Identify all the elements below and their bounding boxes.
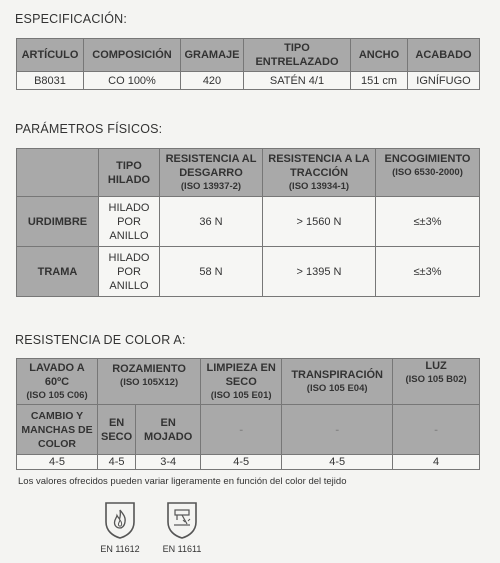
physical-header-traccion: RESISTENCIA A LA TRACCIÓN (ISO 13934-1) [263, 149, 376, 197]
spec-header-gramaje: GRAMAJE [181, 39, 244, 72]
color-header-lavado: LAVADO A 60ºC (ISO 105 C06) [17, 359, 98, 405]
color-value-mojado: 3-4 [136, 455, 201, 470]
physical-cell-tipo: HILADO POR ANILLO [99, 197, 160, 247]
spec-header-articulo: ARTÍCULO [17, 39, 84, 72]
spec-value-ancho: 151 cm [351, 72, 408, 90]
color-value-transpiracion: 4-5 [282, 455, 393, 470]
color-header-rozamiento: ROZAMIENTO (ISO 105X12) [98, 359, 201, 405]
physical-cell-desgarro: 58 N [160, 247, 263, 297]
physical-header-encogimiento: ENCOGIMIENTO (ISO 6530-2000) [376, 149, 480, 197]
spec-value-composicion: CO 100% [84, 72, 181, 90]
physical-row-label: TRAMA [17, 247, 99, 297]
physical-cell-desgarro: 36 N [160, 197, 263, 247]
disclaimer-note: Los valores ofrecidos pueden variar ligeramente en función del color del tejido [18, 476, 347, 487]
spec-header-ancho: ANCHO [351, 39, 408, 72]
physical-corner [17, 149, 99, 197]
color-subheader-lavado: CAMBIO Y MANCHAS DE COLOR [17, 405, 98, 455]
physical-row-label: URDIMBRE [17, 197, 99, 247]
physical-cell-encogimiento: ≤±3% [376, 197, 480, 247]
cert-en-11612: EN 11612 [88, 500, 152, 554]
color-header-luz: LUZ (ISO 105 B02) [393, 359, 480, 405]
color-header-limpieza: LIMPIEZA EN SECO (ISO 105 E01) [201, 359, 282, 405]
physical-cell-tipo: HILADO POR ANILLO [99, 247, 160, 297]
color-subheader-limpieza-dash: - [201, 405, 282, 455]
color-header-transpiracion: TRANSPIRACIÓN (ISO 105 E04) [282, 359, 393, 405]
color-subheader-transpiracion-dash: - [282, 405, 393, 455]
color-value-luz: 4 [393, 455, 480, 470]
flame-shield-icon [103, 500, 137, 540]
spec-header-acabado: ACABADO [408, 39, 480, 72]
spec-header-composicion: COMPOSICIÓN [84, 39, 181, 72]
color-subheader-luz-dash: - [393, 405, 480, 455]
spec-value-tipo: SATÉN 4/1 [244, 72, 351, 90]
spec-table [16, 38, 480, 90]
physical-row-urdimbre [17, 197, 480, 247]
spec-value-acabado: IGNÍFUGO [408, 72, 480, 90]
spec-header-tipo: TIPO ENTRELAZADO [244, 39, 351, 72]
physical-row-trama [17, 247, 480, 297]
spec-value-articulo: B8031 [17, 72, 84, 90]
spec-value-gramaje: 420 [181, 72, 244, 90]
color-subheader-seco: EN SECO [98, 405, 136, 455]
physical-header-tipo: TIPO HILADO [99, 149, 160, 197]
color-value-seco: 4-5 [98, 455, 136, 470]
cert-en-11611: EN 11611 [150, 500, 214, 554]
spec-title: ESPECIFICACIÓN: [15, 12, 128, 26]
physical-header-desgarro: RESISTENCIA AL DESGARRO (ISO 13937-2) [160, 149, 263, 197]
color-title: RESISTENCIA DE COLOR A: [15, 333, 186, 347]
welding-shield-icon [165, 500, 199, 540]
color-value-lavado: 4-5 [17, 455, 98, 470]
physical-table [16, 148, 480, 297]
color-subheader-mojado: EN MOJADO [136, 405, 201, 455]
physical-title: PARÁMETROS FÍSICOS: [15, 122, 163, 136]
physical-cell-traccion: > 1395 N [263, 247, 376, 297]
color-table [16, 358, 480, 470]
physical-cell-traccion: > 1560 N [263, 197, 376, 247]
color-value-limpieza: 4-5 [201, 455, 282, 470]
physical-cell-encogimiento: ≤±3% [376, 247, 480, 297]
